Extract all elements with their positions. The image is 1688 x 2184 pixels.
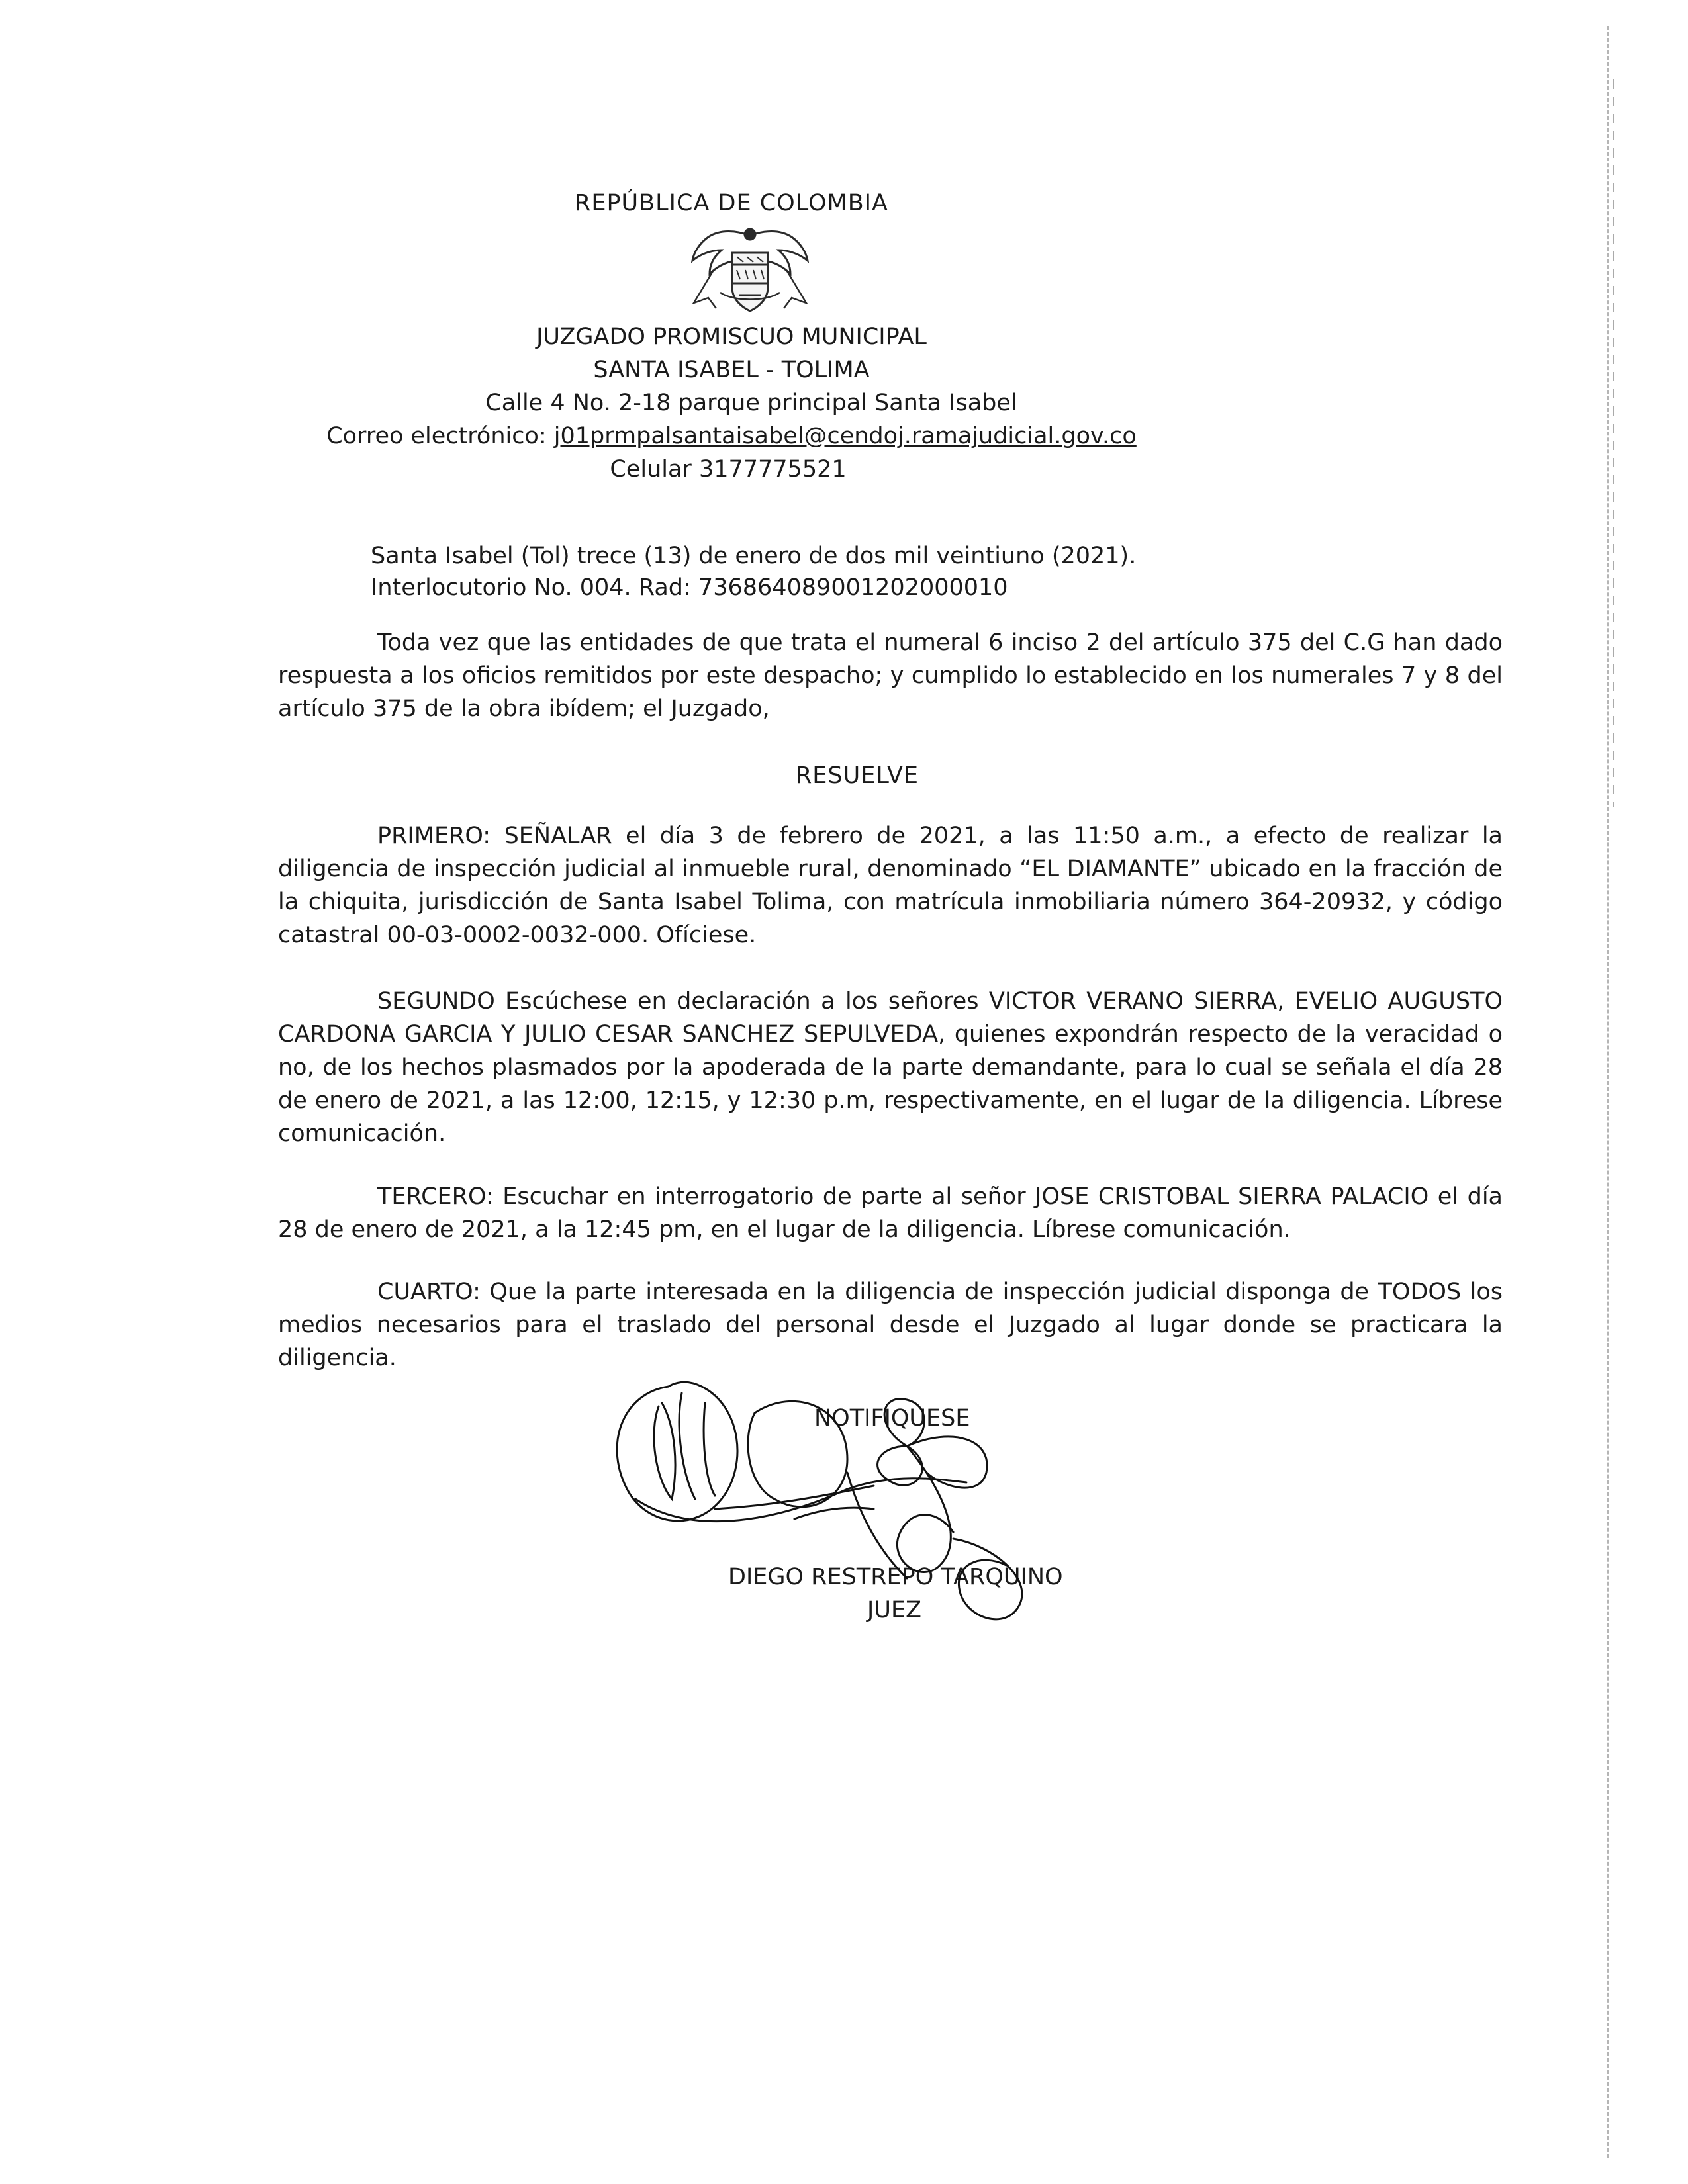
intro-paragraph: Toda vez que las entidades de que trata el numeral 6 inciso 2 del artículo 375 del C.G han dado respuesta a los oficios remitidos por este despacho; y cumplido lo establecido en los numerales 7 y 8 del artículo 375 de la obra ibídem; el Juzgado,: [278, 629, 1503, 722]
resolution-tercero: TERCERO: Escuchar en interrogatorio de parte al señor JOSE CRISTOBAL SIERRA PALACIO el día 28 de enero de 2021, a la 12:45 pm, en el lugar de la diligencia. Líbrese comunicación.: [278, 1183, 1503, 1243]
court-address: Calle 4 No. 2-18 parque principal Santa Isabel: [485, 390, 1017, 416]
handwritten-signature-icon: [596, 1367, 1192, 1645]
signature-block: [596, 1367, 1192, 1645]
court-phone: Celular 3177775521: [610, 456, 847, 482]
resolution-primero: PRIMERO: SEÑALAR el día 3 de febrero de 2021, a las 11:50 a.m., a efecto de realizar la diligencia de inspección judicial al inmueble rural, denominado “EL DIAMANTE” ubicado en la fracción de la chiquita, jurisdicción de Santa Isabel Tolima, con matrícula inmobiliaria número 364-20932, y código catastral 00-03-0002-0032-000. Ofíciese.: [278, 823, 1503, 948]
court-email-line: [0, 420, 1575, 453]
date-line: Santa Isabel (Tol) trece (13) de enero de dos mil veintiuno (2021).: [371, 543, 1137, 569]
country-name: REPÚBLICA DE COLOMBIA: [575, 190, 888, 216]
email-link[interactable]: j01prmpalsantaisabel@cendoj.ramajudicial.gov.co: [553, 423, 1137, 449]
intro-section: [278, 626, 1503, 725]
resolution-heading: RESUELVE: [795, 762, 919, 789]
resolution-segundo-section: [278, 985, 1503, 1150]
judge-title: JUEZ: [867, 1597, 922, 1623]
resolution-primero-section: [278, 819, 1503, 952]
letterhead: [0, 187, 1688, 486]
resolution-cuarto-section: [278, 1275, 1503, 1375]
email-label: Correo electrónico:: [326, 423, 554, 449]
date-reference-block: [371, 540, 1136, 604]
resolution-cuarto: CUARTO: Que la parte interesada en la diligencia de inspección judicial disponga de TODOS los medios necesarios para el traslado del personal desde el Juzgado al lugar donde se practicara la diligencia.: [278, 1279, 1503, 1371]
judge-name: DIEGO RESTREPO TARQUINO: [728, 1564, 1063, 1590]
colombia-coat-of-arms-icon: [674, 224, 826, 316]
court-city: SANTA ISABEL - TOLIMA: [593, 357, 870, 383]
resolution-tercero-section: [278, 1180, 1503, 1246]
reference-line: Interlocutorio No. 004. Rad: 736864089001202000010: [371, 574, 1008, 601]
court-name: JUZGADO PROMISCUO MUNICIPAL: [536, 324, 927, 350]
notify-label: NOTIFIQUESE: [814, 1405, 970, 1432]
resolution-segundo: SEGUNDO Escúchese en declaración a los señores VICTOR VERANO SIERRA, EVELIO AUGUSTO CARDONA GARCIA Y JULIO CESAR SANCHEZ SEPULVEDA, quienes expondrán respecto de la veracidad o no, de los hechos plasmados por la apoderada de la parte demandante, para lo cual se señala el día 28 de enero de 2021, a las 12:00, 12:15, y 12:30 p.m, respectivamente, en el lugar de la diligencia. Líbrese comunicación.: [278, 988, 1503, 1147]
